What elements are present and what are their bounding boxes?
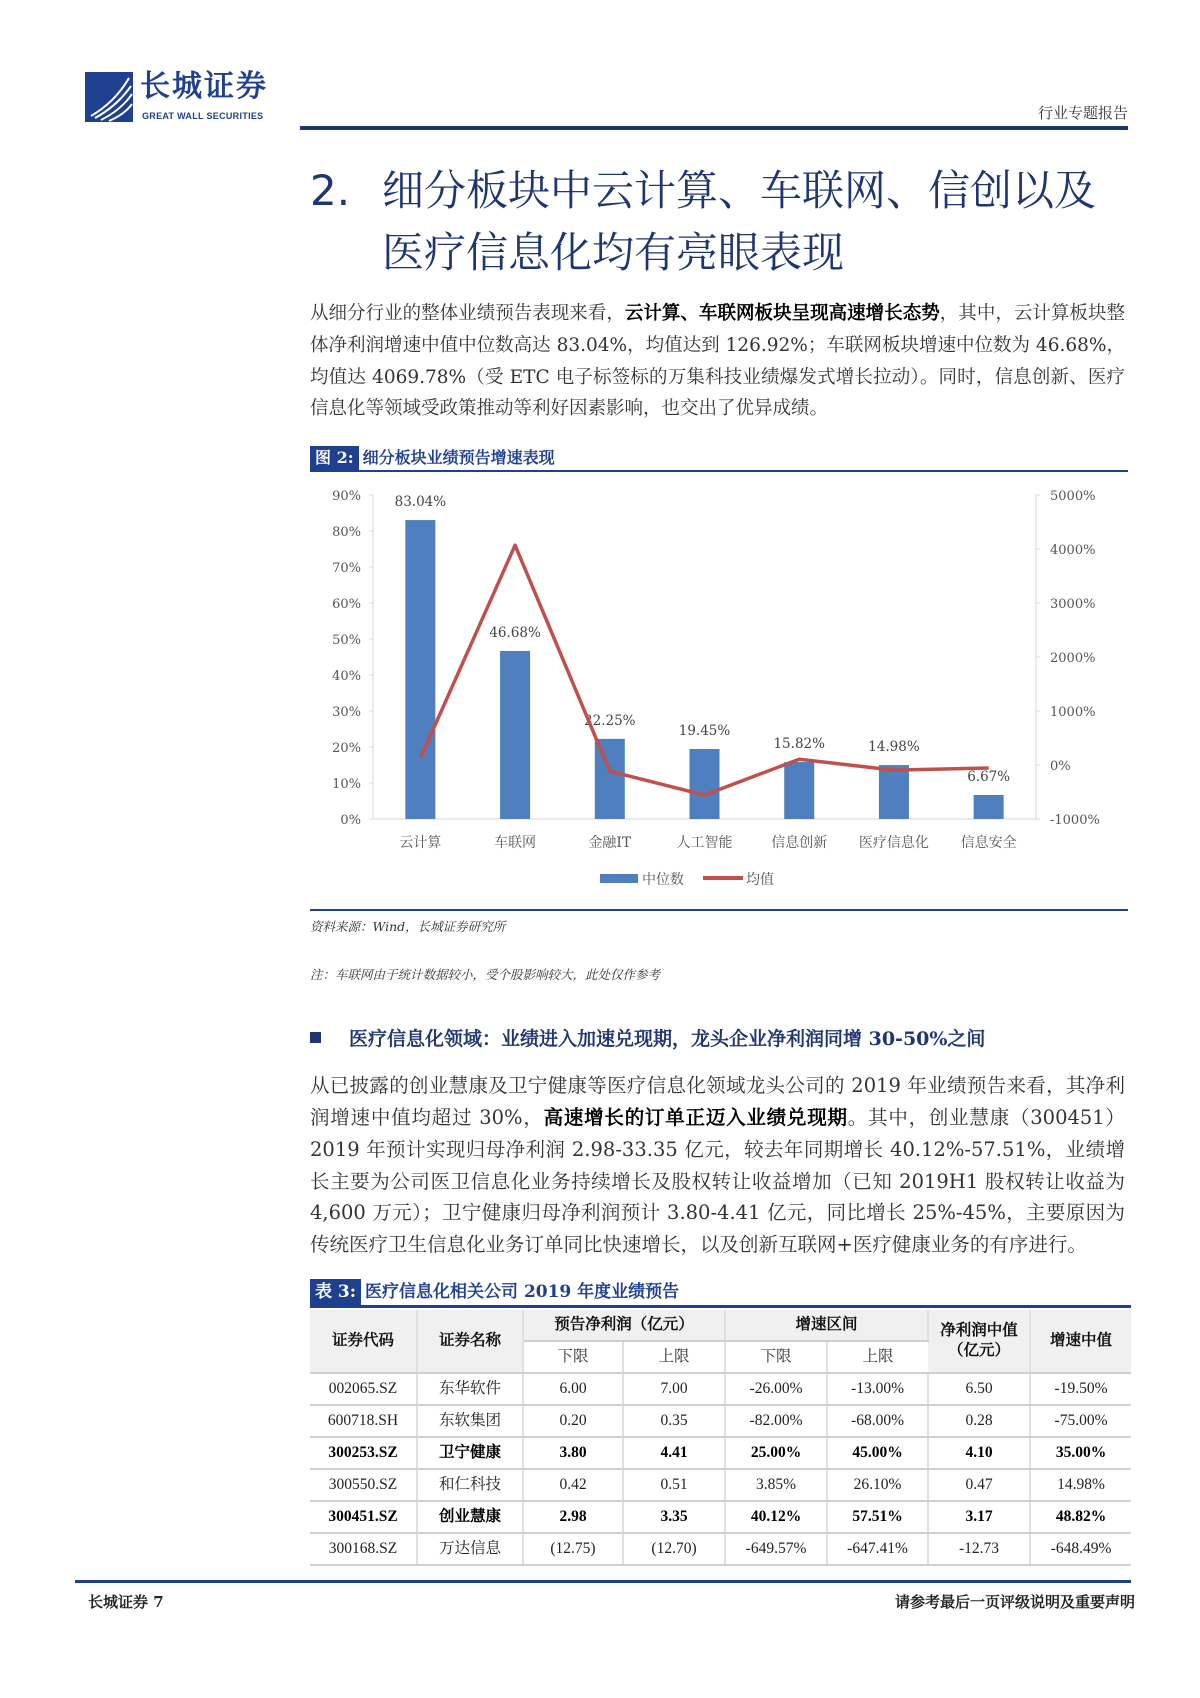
- left-tick-label: 20%: [332, 741, 361, 757]
- table-cell: -649.57%: [725, 1533, 827, 1565]
- figure-divider: [310, 909, 1128, 911]
- right-tick-label: 3000%: [1050, 597, 1096, 613]
- figure-tag: 图 2:: [310, 446, 359, 470]
- bar-人工智能: [690, 749, 720, 819]
- table-cell: 600718.SH: [310, 1405, 417, 1437]
- header-growth: 增速区间: [725, 1310, 928, 1341]
- legend-bar-label: 中位数: [642, 872, 684, 889]
- table-cell: 6.00: [523, 1373, 623, 1405]
- table-cell: 2.98: [523, 1501, 623, 1533]
- footer-disclaimer: 请参考最后一页评级说明及重要声明: [894, 1592, 1135, 1611]
- table-cell: -648.49%: [1030, 1533, 1131, 1565]
- bullet-square-icon: [310, 1032, 321, 1043]
- table-cell: 45.00%: [827, 1437, 928, 1469]
- paragraph-text: 从已披露的创业慧康及卫宁健康等医疗信息化领域龙头公司的 2019 年业绩预告来看，其净利润增速中值均超过 30%，: [310, 1074, 1125, 1129]
- table-cell: 7.00: [623, 1373, 725, 1405]
- table-cell: 创业慧康: [417, 1501, 523, 1533]
- table-cell: 东华软件: [417, 1373, 523, 1405]
- header-growth-upper: 上限: [827, 1341, 928, 1373]
- figure-title: [310, 446, 1128, 472]
- bar-data-label: 19.45%: [678, 723, 731, 740]
- paragraph-text: 。其中，创业慧康（300451）2019 年预计实现归母净利润 2.98-33.35 亿元，较去年同期增长 40.12%-57.51%，业绩增长主要为公司医卫信息化业务持续增长及股权转让收益增加（已知 2019H1 股权转让收益为 4,600 万元）；卫宁健康归母净利润预计 3.80-4.41 亿元，同比增长 25%-45%，主要原因为传统医疗卫生信息化业务订单同比快速增长，以及创新互联网+医疗健康业务的有序进行。: [310, 1105, 1125, 1257]
- bar-车联网: [500, 651, 530, 819]
- table-name: 医疗信息化相关公司 2019 年度业绩预告: [365, 1281, 680, 1302]
- bar-云计算: [405, 520, 435, 819]
- table-cell: 57.51%: [827, 1501, 928, 1533]
- table-cell: 3.17: [928, 1501, 1030, 1533]
- bar-信息创新: [784, 762, 814, 819]
- table-cell: 东软集团: [417, 1405, 523, 1437]
- bar-data-label: 15.82%: [773, 736, 825, 753]
- left-tick-label: 40%: [332, 669, 361, 685]
- page-content: [88, 160, 1135, 1652]
- right-tick-label: 5000%: [1050, 489, 1096, 505]
- left-tick-label: 30%: [332, 705, 361, 721]
- emphasis-text: 云计算、车联网板块呈现高速增长态势: [624, 303, 940, 324]
- table-cell: 4.10: [928, 1437, 1030, 1469]
- bar-医疗信息化: [879, 765, 909, 819]
- logo-text: 长城证券: [140, 69, 268, 104]
- table-cell: -647.41%: [827, 1533, 928, 1565]
- section-number: 2.: [310, 166, 351, 215]
- table-cell: 3.35: [623, 1501, 725, 1533]
- right-tick-label: -1000%: [1050, 813, 1100, 829]
- left-tick-label: 50%: [332, 633, 361, 649]
- table-row: [310, 1373, 1131, 1405]
- header-divider: [300, 126, 1128, 130]
- forecast-table: [310, 1310, 1131, 1566]
- left-tick-label: 10%: [332, 777, 361, 793]
- bar-金融IT: [595, 739, 625, 819]
- category-label: 信息安全: [960, 835, 1017, 852]
- left-tick-label: 90%: [332, 489, 361, 505]
- table-row: [310, 1469, 1131, 1501]
- bar-data-label: 6.67%: [967, 769, 1011, 786]
- category-label: 车联网: [494, 835, 537, 852]
- table-cell: 25.00%: [725, 1437, 827, 1469]
- table-title: [310, 1279, 1131, 1308]
- table-cell: 4.41: [623, 1437, 725, 1469]
- paragraph-text: ，其中，云计算板块整体净利润增速中值中位数高达 83.04%，均值达到 126.92%；车联网板块增速中位数为 46.68%，均值达 4069.78%（受 ETC 电子标签标的万集科技业绩爆发式增长拉动）。同时，信息创新、医疗信息化等领域受政策推动等利好因素影响，也交出了优异成绩。: [310, 303, 1125, 420]
- table-cell: -68.00%: [827, 1405, 928, 1437]
- footer-divider: [75, 1580, 1131, 1583]
- table-cell: 300168.SZ: [310, 1533, 417, 1565]
- paragraph-text: 从细分行业的整体业绩预告表现来看，: [310, 303, 625, 324]
- right-tick-label: 2000%: [1050, 651, 1096, 667]
- table-cell: 和仁科技: [417, 1469, 523, 1501]
- bar-data-label: 83.04%: [394, 494, 447, 511]
- category-label: 金融IT: [588, 835, 632, 852]
- table-row: [310, 1533, 1131, 1565]
- category-label: 医疗信息化: [858, 835, 929, 852]
- table-cell: 3.85%: [725, 1469, 827, 1501]
- segment-growth-chart: [310, 473, 1130, 905]
- table-cell: 002065.SZ: [310, 1373, 417, 1405]
- table-row: [310, 1437, 1131, 1469]
- header-median-profit: 净利润中值（亿元）: [928, 1310, 1030, 1373]
- right-tick-label: 1000%: [1050, 705, 1096, 721]
- section-title-text: 细分板块中云计算、车联网、信创以及医疗信息化均有亮眼表现: [382, 166, 1097, 277]
- table-cell: 0.47: [928, 1469, 1030, 1501]
- bar-data-label: 14.98%: [868, 739, 920, 756]
- section-title: [310, 160, 1130, 284]
- intro-paragraph: [310, 298, 1125, 425]
- table-row: [310, 1501, 1131, 1533]
- header-profit-lower: 下限: [523, 1341, 623, 1373]
- table-cell: 300451.SZ: [310, 1501, 417, 1533]
- great-wall-logo-icon: [85, 72, 133, 122]
- table-cell: 300253.SZ: [310, 1437, 417, 1469]
- table-cell: -12.73: [928, 1533, 1030, 1565]
- table-cell: -19.50%: [1030, 1373, 1131, 1405]
- table-cell: 万达信息: [417, 1533, 523, 1565]
- medical-paragraph: [310, 1070, 1125, 1261]
- subsection-heading: [310, 1026, 1131, 1052]
- left-tick-label: 80%: [332, 525, 361, 541]
- bar-data-label: 22.25%: [584, 713, 636, 730]
- table-cell: (12.75): [523, 1533, 623, 1565]
- footer: [88, 1592, 1135, 1612]
- left-tick-label: 70%: [332, 561, 361, 577]
- header-growth-lower: 下限: [725, 1341, 827, 1373]
- table-cell: (12.70): [623, 1533, 725, 1565]
- table-cell: -13.00%: [827, 1373, 928, 1405]
- table-cell: -75.00%: [1030, 1405, 1131, 1437]
- category-label: 信息创新: [771, 835, 828, 852]
- header-profit-upper: 上限: [623, 1341, 725, 1373]
- table-tag: 表 3:: [310, 1279, 361, 1305]
- table-cell: -82.00%: [725, 1405, 827, 1437]
- table-row: [310, 1405, 1131, 1437]
- table-cell: 14.98%: [1030, 1469, 1131, 1501]
- right-tick-label: 4000%: [1050, 543, 1096, 559]
- table-cell: 0.42: [523, 1469, 623, 1501]
- left-tick-label: 0%: [340, 813, 361, 829]
- emphasis-text: 高速增长的订单正迈入业绩兑现期: [543, 1105, 848, 1129]
- category-label: 人工智能: [676, 835, 733, 852]
- table-cell: 卫宁健康: [417, 1437, 523, 1469]
- table-cell: 0.20: [523, 1405, 623, 1437]
- table-cell: 0.35: [623, 1405, 725, 1437]
- footer-page: 长城证券 7: [88, 1592, 164, 1611]
- header-median-growth: 增速中值: [1030, 1310, 1131, 1373]
- table-cell: 300550.SZ: [310, 1469, 417, 1501]
- table-cell: 3.80: [523, 1437, 623, 1469]
- table-cell: 40.12%: [725, 1501, 827, 1533]
- table-cell: 6.50: [928, 1373, 1030, 1405]
- logo-english: GREAT WALL SECURITIES: [142, 111, 264, 121]
- bar-data-label: 46.68%: [489, 625, 541, 642]
- table-cell: 0.28: [928, 1405, 1030, 1437]
- header-code: 证券代码: [310, 1310, 417, 1373]
- header-name: 证券名称: [417, 1310, 523, 1373]
- right-tick-label: 0%: [1050, 759, 1071, 775]
- left-tick-label: 60%: [332, 597, 361, 613]
- figure-name: 细分板块业绩预告增速表现: [362, 448, 555, 468]
- bar-信息安全: [974, 795, 1004, 819]
- table-cell: 35.00%: [1030, 1437, 1131, 1469]
- header-profit: 预告净利润（亿元）: [523, 1310, 725, 1341]
- category-label: 云计算: [399, 835, 442, 852]
- figure-note: 注：车联网由于统计数据较小，受个股影响较大，此处仅作参考: [310, 967, 661, 983]
- report-type: 行业专题报告: [1037, 104, 1128, 122]
- legend-bar-swatch-icon: [600, 874, 638, 883]
- table-cell: 26.10%: [827, 1469, 928, 1501]
- table-cell: -26.00%: [725, 1373, 827, 1405]
- subsection-heading-text: 医疗信息化领域：业绩进入加速兑现期，龙头企业净利润同增 30-50%之间: [349, 1028, 986, 1051]
- table-cell: 48.82%: [1030, 1501, 1131, 1533]
- table-cell: 0.51: [623, 1469, 725, 1501]
- legend-line-label: 均值: [746, 872, 774, 889]
- figure-source: 资料来源：Wind，长城证券研究所: [310, 919, 506, 935]
